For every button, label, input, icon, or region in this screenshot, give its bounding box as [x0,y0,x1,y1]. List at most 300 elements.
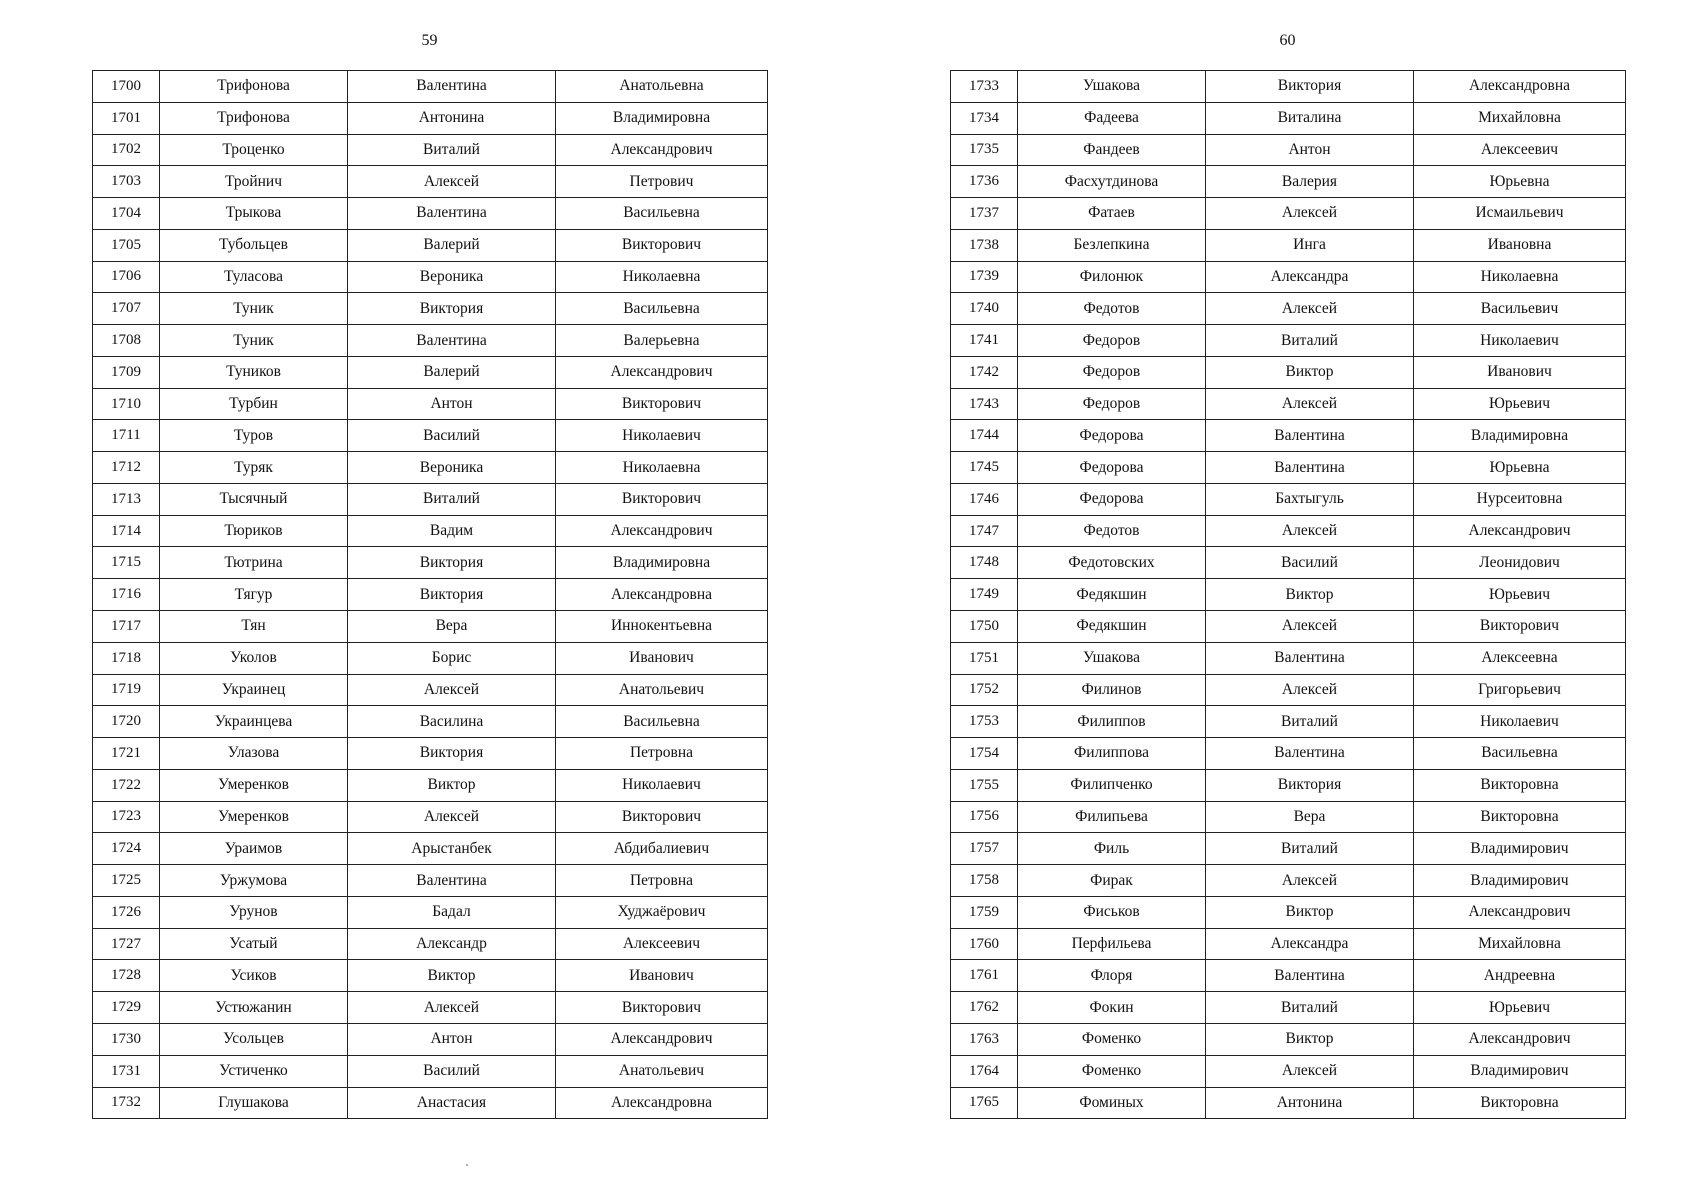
patronymic-cell: Григорьевич [1414,674,1626,706]
table-row [951,483,1626,515]
surname-cell: Фадеева [1018,102,1206,134]
table-row [951,452,1626,484]
row-number: 1762 [951,992,1018,1024]
first-name-cell: Виктор [1206,356,1414,388]
patronymic-cell: Владимирович [1414,833,1626,865]
page-number: 59 [421,32,438,49]
row-number: 1757 [951,833,1018,865]
patronymic-cell: Васильевна [556,706,768,738]
patronymic-cell: Викторовна [1414,1087,1626,1119]
surname-cell: Ураимов [160,833,348,865]
row-number: 1758 [951,865,1018,897]
surname-cell: Федотов [1018,293,1206,325]
row-number: 1755 [951,769,1018,801]
row-number: 1745 [951,452,1018,484]
register-table [92,70,768,1119]
table-row [951,325,1626,357]
first-name-cell: Алексей [1206,865,1414,897]
row-number: 1749 [951,579,1018,611]
row-number: 1760 [951,928,1018,960]
first-name-cell: Валентина [1206,452,1414,484]
first-name-cell: Виктор [1206,1023,1414,1055]
table-row [93,356,768,388]
row-number: 1737 [951,198,1018,230]
table-row [93,102,768,134]
first-name-cell: Алексей [1206,674,1414,706]
page-number: 60 [1279,32,1296,49]
patronymic-cell: Викторович [556,483,768,515]
first-name-cell: Виктор [348,769,556,801]
row-number: 1719 [93,674,160,706]
patronymic-cell: Александрович [556,134,768,166]
first-name-cell: Вероника [348,261,556,293]
first-name-cell: Бахтыгуль [1206,483,1414,515]
first-name-cell: Виталина [1206,102,1414,134]
row-number: 1717 [93,611,160,643]
first-name-cell: Бадал [348,896,556,928]
first-name-cell: Виктория [348,738,556,770]
patronymic-cell: Владимировна [556,547,768,579]
first-name-cell: Алексей [348,801,556,833]
table-row [93,928,768,960]
first-name-cell: Виктория [348,547,556,579]
row-number: 1711 [93,420,160,452]
row-number: 1733 [951,71,1018,103]
row-number: 1712 [93,452,160,484]
first-name-cell: Алексей [1206,198,1414,230]
row-number: 1722 [93,769,160,801]
table-row [93,515,768,547]
table-row [951,1023,1626,1055]
patronymic-cell: Юрьевна [1414,452,1626,484]
patronymic-cell: Владимирович [1414,1055,1626,1087]
first-name-cell: Василий [348,1055,556,1087]
table-row [93,547,768,579]
table-row [951,928,1626,960]
row-number: 1723 [93,801,160,833]
surname-cell: Улазова [160,738,348,770]
patronymic-cell: Владимировна [556,102,768,134]
row-number: 1756 [951,801,1018,833]
table-row [93,992,768,1024]
patronymic-cell: Михайловна [1414,928,1626,960]
table-row [951,801,1626,833]
first-name-cell: Алексей [1206,611,1414,643]
first-name-cell: Вера [348,611,556,643]
first-name-cell: Алексей [348,992,556,1024]
patronymic-cell: Викторович [556,388,768,420]
patronymic-cell: Александровна [1414,71,1626,103]
patronymic-cell: Николаевич [1414,325,1626,357]
first-name-cell: Вероника [348,452,556,484]
table-row [951,229,1626,261]
table-row [951,611,1626,643]
surname-cell: Федотов [1018,515,1206,547]
first-name-cell: Арыстанбек [348,833,556,865]
patronymic-cell: Валерьевна [556,325,768,357]
patronymic-cell: Александрович [1414,1023,1626,1055]
table-row [93,896,768,928]
first-name-cell: Валерий [348,229,556,261]
patronymic-cell: Николаевич [1414,706,1626,738]
row-number: 1732 [93,1087,160,1119]
row-number: 1708 [93,325,160,357]
first-name-cell: Валентина [348,325,556,357]
row-number: 1729 [93,992,160,1024]
first-name-cell: Валерия [1206,166,1414,198]
surname-cell: Фоменко [1018,1055,1206,1087]
row-number: 1735 [951,134,1018,166]
surname-cell: Филипьева [1018,801,1206,833]
surname-cell: Трифонова [160,102,348,134]
surname-cell: Тютрина [160,547,348,579]
surname-cell: Усольцев [160,1023,348,1055]
surname-cell: Устюжанин [160,992,348,1024]
surname-cell: Троценко [160,134,348,166]
first-name-cell: Виктория [1206,769,1414,801]
patronymic-cell: Михайловна [1414,102,1626,134]
table-row [93,611,768,643]
row-number: 1739 [951,261,1018,293]
patronymic-cell: Анатольевич [556,674,768,706]
table-row [93,293,768,325]
patronymic-cell: Абдибалиевич [556,833,768,865]
table-row [951,769,1626,801]
patronymic-cell: Ивановна [1414,229,1626,261]
patronymic-cell: Алексеевич [556,928,768,960]
patronymic-cell: Юрьевич [1414,579,1626,611]
patronymic-cell: Александровна [556,579,768,611]
first-name-cell: Валентина [348,865,556,897]
row-number: 1731 [93,1055,160,1087]
table-row [951,579,1626,611]
row-number: 1753 [951,706,1018,738]
surname-cell: Турбин [160,388,348,420]
table-row [951,102,1626,134]
table-row [93,166,768,198]
surname-cell: Филиппова [1018,738,1206,770]
surname-cell: Фасхутдинова [1018,166,1206,198]
first-name-cell: Алексей [1206,515,1414,547]
surname-cell: Трыкова [160,198,348,230]
surname-cell: Тягур [160,579,348,611]
patronymic-cell: Анатольевна [556,71,768,103]
row-number: 1715 [93,547,160,579]
row-number: 1754 [951,738,1018,770]
table-row [951,166,1626,198]
table-row [951,71,1626,103]
patronymic-cell: Владимирович [1414,865,1626,897]
register-table [950,70,1626,1119]
row-number: 1725 [93,865,160,897]
surname-cell: Ушакова [1018,71,1206,103]
table-row [93,229,768,261]
row-number: 1727 [93,928,160,960]
first-name-cell: Виталий [1206,706,1414,738]
surname-cell: Федорова [1018,483,1206,515]
patronymic-cell: Александрович [556,356,768,388]
surname-cell: Фоменко [1018,1023,1206,1055]
patronymic-cell: Исмаильевич [1414,198,1626,230]
patronymic-cell: Петрович [556,166,768,198]
patronymic-cell: Александрович [556,515,768,547]
surname-cell: Перфильева [1018,928,1206,960]
row-number: 1736 [951,166,1018,198]
table-row [951,515,1626,547]
patronymic-cell: Юрьевич [1414,992,1626,1024]
patronymic-cell: Викторович [556,992,768,1024]
surname-cell: Федякшин [1018,579,1206,611]
patronymic-cell: Александрович [1414,896,1626,928]
patronymic-cell: Анатольевич [556,1055,768,1087]
row-number: 1738 [951,229,1018,261]
first-name-cell: Василина [348,706,556,738]
row-number: 1706 [93,261,160,293]
patronymic-cell: Васильевна [556,293,768,325]
surname-cell: Умеренков [160,801,348,833]
surname-cell: Туников [160,356,348,388]
table-row [93,674,768,706]
patronymic-cell: Васильевна [1414,738,1626,770]
row-number: 1728 [93,960,160,992]
surname-cell: Тысячный [160,483,348,515]
table-row [93,642,768,674]
first-name-cell: Александр [348,928,556,960]
surname-cell: Тян [160,611,348,643]
surname-cell: Флоря [1018,960,1206,992]
patronymic-cell: Викторович [1414,611,1626,643]
table-row [951,547,1626,579]
row-number: 1741 [951,325,1018,357]
surname-cell: Филь [1018,833,1206,865]
row-number: 1720 [93,706,160,738]
table-row [93,865,768,897]
row-number: 1751 [951,642,1018,674]
first-name-cell: Валентина [1206,420,1414,452]
row-number: 1709 [93,356,160,388]
row-number: 1724 [93,833,160,865]
table-row [93,388,768,420]
table-row [93,579,768,611]
first-name-cell: Вера [1206,801,1414,833]
table-row [951,388,1626,420]
row-number: 1703 [93,166,160,198]
row-number: 1743 [951,388,1018,420]
surname-cell: Федоров [1018,356,1206,388]
patronymic-cell: Андреевна [1414,960,1626,992]
surname-cell: Федорова [1018,452,1206,484]
patronymic-cell: Викторович [556,229,768,261]
patronymic-cell: Васильевна [556,198,768,230]
surname-cell: Тюриков [160,515,348,547]
first-name-cell: Валентина [348,71,556,103]
row-number: 1700 [93,71,160,103]
first-name-cell: Виталий [348,483,556,515]
row-number: 1730 [93,1023,160,1055]
table-row [93,738,768,770]
table-row [951,293,1626,325]
first-name-cell: Валентина [1206,738,1414,770]
first-name-cell: Валентина [348,198,556,230]
surname-cell: Филонюк [1018,261,1206,293]
surname-cell: Туласова [160,261,348,293]
first-name-cell: Алексей [1206,293,1414,325]
patronymic-cell: Иванович [556,642,768,674]
patronymic-cell: Леонидович [1414,547,1626,579]
patronymic-cell: Петровна [556,738,768,770]
patronymic-cell: Николаевна [1414,261,1626,293]
first-name-cell: Алексей [1206,388,1414,420]
table-row [93,198,768,230]
patronymic-cell: Петровна [556,865,768,897]
surname-cell: Фокин [1018,992,1206,1024]
surname-cell: Туряк [160,452,348,484]
first-name-cell: Виктория [1206,71,1414,103]
patronymic-cell: Викторовна [1414,769,1626,801]
surname-cell: Урунов [160,896,348,928]
row-number: 1714 [93,515,160,547]
surname-cell: Украинец [160,674,348,706]
row-number: 1750 [951,611,1018,643]
table-row [93,960,768,992]
table-row [951,674,1626,706]
first-name-cell: Виктория [348,579,556,611]
table-row [951,706,1626,738]
first-name-cell: Вадим [348,515,556,547]
surname-cell: Туник [160,293,348,325]
surname-cell: Умеренков [160,769,348,801]
table-row [951,960,1626,992]
table-row [951,134,1626,166]
row-number: 1734 [951,102,1018,134]
first-name-cell: Алексей [348,674,556,706]
row-number: 1744 [951,420,1018,452]
first-name-cell: Антон [1206,134,1414,166]
table-row [93,325,768,357]
patronymic-cell: Николаевич [556,769,768,801]
first-name-cell: Виктор [1206,896,1414,928]
row-number: 1765 [951,1087,1018,1119]
row-number: 1718 [93,642,160,674]
first-name-cell: Александра [1206,261,1414,293]
row-number: 1702 [93,134,160,166]
row-number: 1759 [951,896,1018,928]
patronymic-cell: Владимировна [1414,420,1626,452]
surname-cell: Уржумова [160,865,348,897]
patronymic-cell: Алексеевич [1414,134,1626,166]
surname-cell: Туров [160,420,348,452]
first-name-cell: Виталий [1206,833,1414,865]
table-row [93,420,768,452]
row-number: 1710 [93,388,160,420]
table-row [93,801,768,833]
surname-cell: Усатый [160,928,348,960]
table-row [93,483,768,515]
surname-cell: Федорова [1018,420,1206,452]
first-name-cell: Александра [1206,928,1414,960]
first-name-cell: Виктория [348,293,556,325]
patronymic-cell: Юрьевич [1414,388,1626,420]
surname-cell: Федякшин [1018,611,1206,643]
patronymic-cell: Иванович [1414,356,1626,388]
row-number: 1705 [93,229,160,261]
surname-cell: Усиков [160,960,348,992]
patronymic-cell: Николаевна [556,261,768,293]
table-row [93,71,768,103]
table-row [93,134,768,166]
patronymic-cell: Александрович [556,1023,768,1055]
row-number: 1716 [93,579,160,611]
table-row [93,1055,768,1087]
patronymic-cell: Викторовна [1414,801,1626,833]
table-row [93,833,768,865]
surname-cell: Федоров [1018,388,1206,420]
row-number: 1752 [951,674,1018,706]
table-row [93,452,768,484]
table-row [951,1055,1626,1087]
surname-cell: Фиськов [1018,896,1206,928]
surname-cell: Фандеев [1018,134,1206,166]
row-number: 1740 [951,293,1018,325]
table-row [93,769,768,801]
first-name-cell: Антон [348,1023,556,1055]
patronymic-cell: Александровна [556,1087,768,1119]
row-number: 1747 [951,515,1018,547]
row-number: 1764 [951,1055,1018,1087]
table-row [93,706,768,738]
first-name-cell: Василий [348,420,556,452]
first-name-cell: Инга [1206,229,1414,261]
table-row [951,738,1626,770]
patronymic-cell: Юрьевна [1414,166,1626,198]
first-name-cell: Борис [348,642,556,674]
first-name-cell: Антонина [1206,1087,1414,1119]
surname-cell: Федотовских [1018,547,1206,579]
surname-cell: Фоминых [1018,1087,1206,1119]
table-row [93,1023,768,1055]
table-row [951,261,1626,293]
patronymic-cell: Николаевич [556,420,768,452]
row-number: 1707 [93,293,160,325]
surname-cell: Федоров [1018,325,1206,357]
first-name-cell: Алексей [348,166,556,198]
table-row [951,420,1626,452]
surname-cell: Ушакова [1018,642,1206,674]
surname-cell: Уколов [160,642,348,674]
surname-cell: Филинов [1018,674,1206,706]
first-name-cell: Виктор [348,960,556,992]
first-name-cell: Валентина [1206,960,1414,992]
row-number: 1701 [93,102,160,134]
surname-cell: Тубольцев [160,229,348,261]
patronymic-cell: Худжаёрович [556,896,768,928]
first-name-cell: Антон [348,388,556,420]
patronymic-cell: Алексеевна [1414,642,1626,674]
row-number: 1726 [93,896,160,928]
surname-cell: Фатаев [1018,198,1206,230]
first-name-cell: Василий [1206,547,1414,579]
row-number: 1742 [951,356,1018,388]
row-number: 1761 [951,960,1018,992]
patronymic-cell: Нурсеитовна [1414,483,1626,515]
scan-speck [466,1164,468,1166]
row-number: 1763 [951,1023,1018,1055]
patronymic-cell: Викторович [556,801,768,833]
first-name-cell: Анастасия [348,1087,556,1119]
patronymic-cell: Александрович [1414,515,1626,547]
table-row [951,992,1626,1024]
row-number: 1746 [951,483,1018,515]
